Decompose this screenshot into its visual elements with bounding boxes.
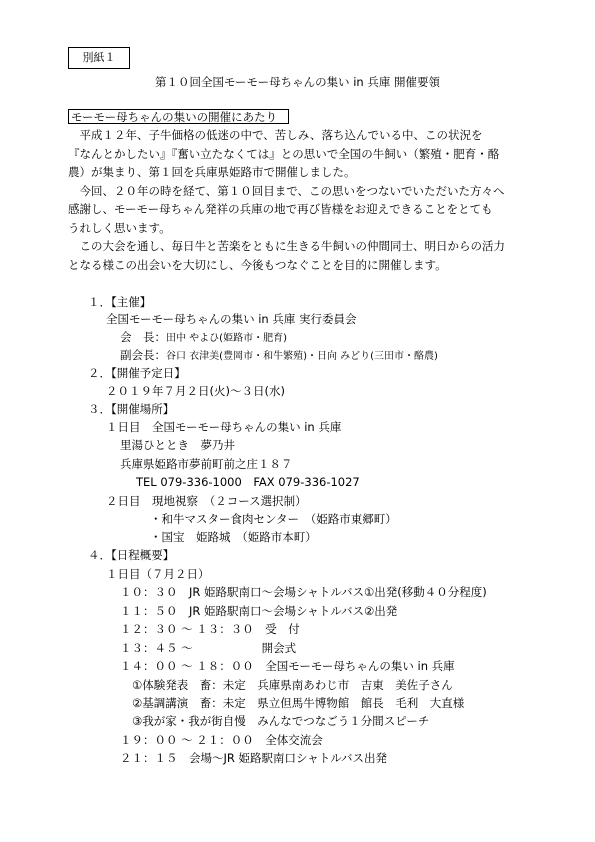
schedule-line: １１：５０ JR 姫路駅南口～会場シャトルバス②出発 [120, 604, 398, 618]
page-title: 第１０回全国モーモー母ちゃんの集い in 兵庫 開催要領 [154, 75, 441, 89]
date-heading: ２．【開催予定日】 [88, 366, 186, 380]
schedule-line: １９：００ ～ ２１：００ 全体交流会 [120, 733, 323, 747]
program-item: ③我が家・我が街自慢 みんなでつなごう１分間スピーチ [132, 714, 430, 728]
tour-option: ・和牛マスター食肉センター （姫路市東郷町） [150, 512, 397, 526]
day1-venue-title: １日目 全国モーモー母ちゃんの集い in 兵庫 [106, 420, 342, 434]
intro-line: 感謝し、モーモー母ちゃん発祥の兵庫の地で再び皆様をお迎えできることをとても [68, 202, 493, 216]
day2-tour-title: ２日目 現地視察 （２コース選択制） [106, 494, 307, 508]
organizer-name: 全国モーモー母ちゃんの集い in 兵庫 実行委員会 [106, 312, 357, 326]
intro-line: となる様この出会いを大切にし、今後もつなぐことを目的に開催します。 [68, 257, 447, 272]
tour-option: ・国宝 姫路城 （姫路市本町） [150, 530, 317, 544]
organizer-heading: １．【主催】 [88, 295, 152, 309]
intro-line: 『なんとかしたい』『奮い立たなくては』との思いで全国の牛飼い（繁殖・肥育・酪 [68, 146, 500, 161]
program-item: ①体験発表 畜：未定 兵庫県南あわじ市 吉東 美佐子さん [132, 678, 453, 692]
schedule-line: ２１：１５ 会場～JR 姫路駅南口シャトルバス出発 [120, 751, 387, 765]
chair-label: 会 長： [120, 330, 166, 344]
venue-name: 里湯ひととき 夢乃井 [120, 438, 235, 452]
chair-name: 田中 やよひ(姫路市・肥育) [166, 333, 287, 344]
vice-chair-label: 副会長： [120, 348, 166, 362]
venue-address: 兵庫県姫路市夢前町前之庄１８７ [120, 457, 293, 471]
venue-heading: ３．【開催場所】 [88, 402, 175, 416]
intro-paragraph [68, 126, 538, 274]
intro-line: 今回、２０年の時を経て、第１０回目まで、この思いをつないでいただいた方々へ [68, 183, 505, 198]
vice-chair-row [120, 347, 438, 365]
schedule-line: １０：３０ JR 姫路駅南口～会場シャトルバス①出発(移動４０分程度) [120, 585, 487, 599]
event-date: ２０１９年７月２日(火)～３日(水) [106, 384, 285, 398]
schedule-line: １３：４５ ～ 開会式 [120, 641, 297, 655]
program-item: ②基調講演 畜：未定 県立但馬牛博物館 館長 毛利 大直様 [132, 696, 465, 710]
schedule-line: １２：３０ ～ １３：３０ 受 付 [120, 622, 300, 636]
venue-phone-fax: TEL 079-336-1000 FAX 079-336-1027 [136, 475, 360, 489]
intro-line: この大会を通し、毎日牛と苦楽をともに生きる牛飼いの仲間同士、明日からの活力 [68, 239, 505, 253]
schedule-heading: ４．【日程概要】 [88, 548, 175, 562]
attachment-tag: 別紙１ [68, 47, 130, 69]
vice-chair-names: 谷口 衣津美(豊岡市・和牛繁殖)・日向 みどり(三田市・酪農) [166, 351, 438, 362]
chair-row [120, 329, 287, 347]
section-heading: モーモー母ちゃんの集いの開催にあたり [68, 109, 289, 124]
intro-line: 平成１２年、子牛価格の低迷の中で、苦しみ、落ち込んでいる中、この状況を [68, 128, 483, 142]
intro-line: うれしく思います。 [68, 220, 171, 235]
day1-label: １日目（７月２日） [106, 567, 210, 581]
intro-line: 農）が集まり、第１回を兵庫県姫路市で開催しました。 [68, 165, 356, 179]
schedule-line: １４：００ ～ １８：００ 全国モーモー母ちゃんの集い in 兵庫 [120, 659, 455, 673]
